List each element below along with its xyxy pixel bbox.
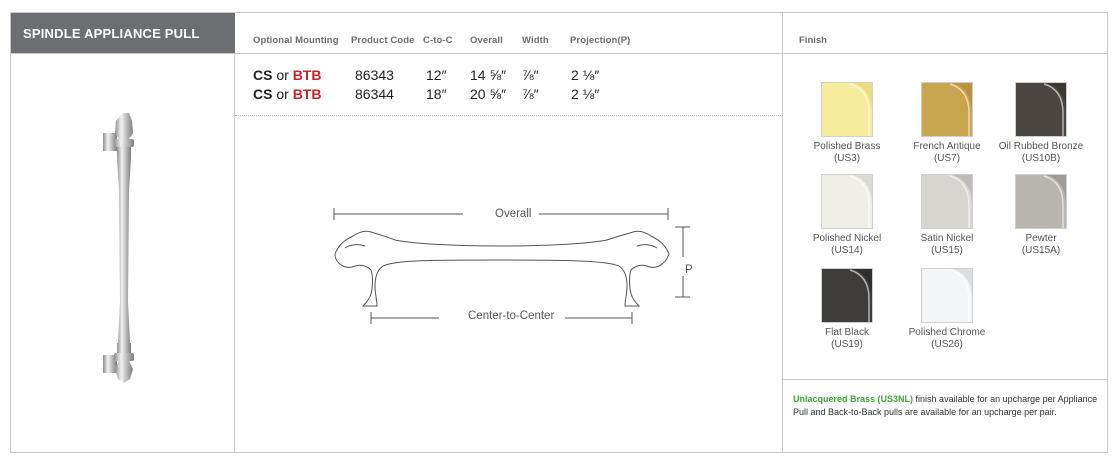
dimension-diagram <box>235 116 783 446</box>
product-image-column <box>11 13 235 452</box>
header-c-to-c: C-to-C <box>423 35 453 46</box>
product-code-cell: 86344 <box>355 86 394 102</box>
finish-name: Oil Rubbed Bronze <box>998 141 1084 152</box>
c-to-c-cell: 18″ <box>426 86 447 102</box>
finish-note <box>793 393 1103 419</box>
projection-dimension-label: P <box>685 264 693 276</box>
finish-header-divider <box>783 53 1107 54</box>
finish-label <box>799 141 895 165</box>
note-highlight: Unlacquered Brass (US3NL) <box>793 394 914 404</box>
finish-name: Pewter <box>1025 233 1057 244</box>
finish-name: Polished Chrome <box>908 327 986 338</box>
finish-swatch <box>921 268 973 323</box>
finish-label <box>899 233 995 257</box>
center-to-center-label: Center-to-Center <box>464 310 558 322</box>
finish-swatch <box>921 82 973 137</box>
finish-column <box>783 13 1107 452</box>
overall-cell: 14 ⅝″ <box>470 67 507 83</box>
finish-header: Finish <box>799 35 827 46</box>
specification-column <box>235 13 783 452</box>
finish-label <box>799 233 895 257</box>
header-divider <box>235 53 783 54</box>
table-row <box>235 86 783 104</box>
finish-code: (US10B) <box>1021 153 1061 164</box>
note-text: finish available for an upcharge per Appliance Pull and Back-to-Back pulls are available for an upcharge per pair. <box>793 394 1098 417</box>
note-divider <box>783 379 1107 380</box>
finish-code: (US7) <box>933 153 961 164</box>
finish-label <box>993 233 1089 257</box>
header-optional-mounting: Optional Mounting <box>253 35 339 46</box>
projection-cell: 2 ⅛″ <box>571 86 600 102</box>
finish-code: (US15) <box>931 245 963 256</box>
spec-sheet-frame <box>10 12 1108 453</box>
product-code-cell: 86343 <box>355 67 394 83</box>
title-divider <box>11 53 235 54</box>
header-width: Width <box>522 35 549 46</box>
finish-swatch <box>1015 174 1067 229</box>
header-overall: Overall <box>470 35 503 46</box>
finish-name: Flat Black <box>825 327 869 338</box>
product-title: SPINDLE APPLIANCE PULL <box>11 13 235 53</box>
finish-label <box>993 141 1089 165</box>
overall-cell: 20 ⅝″ <box>470 86 507 102</box>
width-cell: ⅞″ <box>522 67 539 83</box>
projection-cell: 2 ⅛″ <box>571 67 600 83</box>
finish-label <box>799 327 895 351</box>
header-product-code: Product Code <box>351 35 415 46</box>
c-to-c-cell: 12″ <box>426 67 447 83</box>
finish-swatch <box>821 268 873 323</box>
finish-code: (US26) <box>931 339 963 350</box>
finish-swatch <box>1015 82 1067 137</box>
finish-code: (US15A) <box>1021 245 1061 256</box>
finish-label <box>899 327 995 351</box>
finish-code: (US19) <box>831 339 863 350</box>
finish-swatch <box>821 82 873 137</box>
mounting-cell: CS or BTB <box>253 86 322 102</box>
width-cell: ⅞″ <box>522 86 539 102</box>
finish-swatch <box>921 174 973 229</box>
finish-code: (US3) <box>833 153 861 164</box>
finish-name: Satin Nickel <box>920 233 974 244</box>
finish-name: Polished Brass <box>813 141 881 152</box>
mounting-cell: CS or BTB <box>253 67 322 83</box>
spindle-pull-image <box>99 111 149 383</box>
finish-swatch <box>821 174 873 229</box>
header-projection: Projection(P) <box>570 35 631 46</box>
overall-dimension-label: Overall <box>491 208 535 220</box>
finish-name: Polished Nickel <box>812 233 882 244</box>
finish-label <box>899 141 995 165</box>
finish-code: (US14) <box>831 245 863 256</box>
finish-name: French Antique <box>913 141 981 152</box>
table-row <box>235 67 783 85</box>
